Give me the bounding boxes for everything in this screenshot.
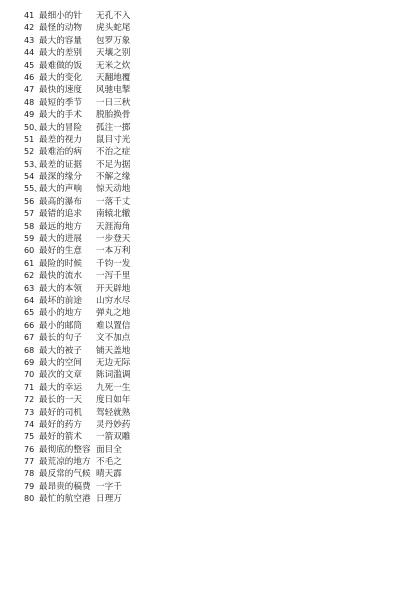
item-clue: 最怪的动物 — [39, 23, 82, 34]
list-item — [0, 431, 400, 443]
item-number: 69 — [24, 357, 35, 367]
item-answer: 面目全 — [96, 444, 122, 455]
item-clue: 最快的速度 — [39, 85, 82, 96]
item-answer: 一日三秋 — [96, 97, 131, 108]
item-number: 56 — [24, 196, 35, 206]
item-number: 54 — [24, 172, 35, 182]
item-clue: 最荒凉的地方 — [39, 457, 91, 468]
item-number: 41 — [24, 11, 35, 20]
list-item — [0, 233, 400, 245]
item-number: 68 — [24, 345, 35, 355]
item-clue: 最难做的饭 — [39, 60, 82, 71]
item-answer: 一泻千里 — [96, 271, 131, 282]
item-number: 46 — [24, 72, 35, 82]
list-item — [0, 122, 400, 134]
item-answer: 惊天动地 — [96, 184, 131, 195]
item-answer: 包罗万象 — [96, 35, 131, 46]
item-answer: 铺天盖地 — [96, 345, 131, 356]
item-clue: 最快的流水 — [39, 271, 82, 282]
item-clue: 最好的司机 — [39, 407, 82, 418]
item-answer: 陈词滥调 — [96, 370, 131, 381]
item-clue: 最彻底的整容 — [39, 444, 91, 455]
item-clue: 最大的本领 — [39, 283, 82, 294]
list-item — [0, 307, 400, 319]
item-clue: 最大的被子 — [39, 345, 82, 356]
item-number: 79 — [24, 481, 35, 491]
item-clue: 最坏的前途 — [39, 295, 82, 306]
list-item — [0, 295, 400, 307]
item-clue: 最高的瀑布 — [39, 196, 82, 207]
item-number: 72 — [24, 395, 35, 405]
item-answer: 晴天霹 — [96, 469, 122, 480]
item-clue: 最细小的针 — [39, 11, 82, 21]
item-answer: 难以置信 — [96, 320, 131, 331]
list-item — [0, 456, 400, 468]
item-number: 42 — [24, 23, 35, 33]
item-number: 43 — [24, 35, 35, 45]
item-clue: 最深的缘分 — [39, 172, 82, 183]
item-number: 48 — [24, 97, 35, 107]
list-item — [0, 320, 400, 332]
item-number: 49 — [24, 110, 35, 120]
item-clue: 最短的季节 — [39, 97, 82, 108]
item-clue: 最大的空间 — [39, 357, 82, 368]
list-item — [0, 196, 400, 208]
list-item — [0, 208, 400, 220]
item-answer: 鼠目寸光 — [96, 134, 131, 145]
list-item — [0, 60, 400, 72]
item-clue: 最错的追求 — [39, 209, 82, 220]
item-number: 60 — [24, 246, 35, 256]
item-clue: 最好的箭术 — [39, 432, 82, 443]
item-clue: 最反常的气候 — [39, 469, 91, 480]
item-answer: 无边无际 — [96, 357, 131, 368]
item-clue: 最大的容量 — [39, 35, 82, 46]
list-item — [0, 221, 400, 233]
list-item — [0, 72, 400, 84]
item-answer: 不治之症 — [96, 147, 131, 158]
item-number: 45 — [24, 60, 35, 70]
item-answer: 孤注一掷 — [96, 122, 131, 133]
item-answer: 天涯海角 — [96, 221, 131, 232]
list-item — [0, 47, 400, 59]
list-item — [0, 159, 400, 171]
item-number: 57 — [24, 209, 35, 219]
item-clue: 最忙的航空港 — [39, 494, 91, 505]
list-item — [0, 171, 400, 183]
item-clue: 最大的变化 — [39, 72, 82, 83]
item-clue: 最大的冒险 — [39, 122, 82, 133]
item-answer: 日理万 — [96, 494, 122, 505]
item-answer: 脱胎换骨 — [96, 110, 131, 121]
list-item — [0, 22, 400, 34]
item-number: 47 — [24, 85, 35, 95]
list-item — [0, 481, 400, 493]
item-number: 74 — [24, 419, 35, 429]
item-answer: 一落千丈 — [96, 196, 131, 207]
item-clue: 最难治的病 — [39, 147, 82, 158]
list-item — [0, 270, 400, 282]
list-item — [0, 183, 400, 195]
item-answer: 千钧一发 — [96, 258, 131, 269]
list-item — [0, 258, 400, 270]
item-number: 55、 — [24, 184, 43, 194]
item-number: 63 — [24, 283, 35, 293]
list-item — [0, 10, 400, 22]
item-clue: 最好的生意 — [39, 246, 82, 257]
item-clue: 最大的差别 — [39, 48, 82, 59]
item-number: 78 — [24, 469, 35, 479]
item-number: 76 — [24, 444, 35, 454]
item-answer: 风驰电掣 — [96, 85, 131, 96]
list-item — [0, 97, 400, 109]
item-number: 75 — [24, 432, 35, 442]
list-item — [0, 332, 400, 344]
item-number: 80 — [24, 494, 35, 504]
item-clue: 最长的一天 — [39, 395, 82, 406]
item-answer: 弹丸之地 — [96, 308, 131, 319]
list-item — [0, 35, 400, 47]
item-answer: 灵丹妙药 — [96, 419, 131, 430]
list-item — [0, 357, 400, 369]
item-answer: 度日如年 — [96, 395, 131, 406]
item-clue: 最昂贵的稿费 — [39, 481, 91, 492]
item-clue: 最小的地方 — [39, 308, 82, 319]
item-clue: 最好的药方 — [39, 419, 82, 430]
item-number: 64 — [24, 295, 35, 305]
item-clue: 最大的手术 — [39, 110, 82, 121]
item-answer: 天壤之别 — [96, 48, 131, 59]
item-number: 52 — [24, 147, 35, 157]
item-answer: 不毛之 — [96, 457, 122, 468]
list-item — [0, 345, 400, 357]
item-answer: 一本万利 — [96, 246, 131, 257]
item-answer: 一字千 — [96, 481, 122, 492]
list-item — [0, 369, 400, 381]
item-number: 70 — [24, 370, 35, 380]
list-item — [0, 109, 400, 121]
list-item — [0, 134, 400, 146]
list-item — [0, 394, 400, 406]
item-number: 61 — [24, 258, 35, 268]
item-answer: 文不加点 — [96, 333, 131, 344]
item-number: 77 — [24, 457, 35, 467]
item-number: 51 — [24, 134, 35, 144]
item-answer: 天翻地覆 — [96, 72, 131, 83]
item-answer: 驾轻就熟 — [96, 407, 131, 418]
item-clue: 最大的声响 — [39, 184, 82, 195]
list-item — [0, 84, 400, 96]
item-answer: 山穷水尽 — [96, 295, 131, 306]
item-answer: 一步登天 — [96, 234, 131, 245]
item-number: 58 — [24, 221, 35, 231]
item-clue: 最次的文章 — [39, 370, 82, 381]
item-number: 65 — [24, 308, 35, 318]
item-answer: 虎头蛇尾 — [96, 23, 131, 34]
item-number: 53、 — [24, 159, 43, 169]
item-clue: 最长的句子 — [39, 333, 82, 344]
item-clue: 最险的时候 — [39, 258, 82, 269]
item-number: 66 — [24, 320, 35, 330]
item-number: 67 — [24, 333, 35, 343]
list-item — [0, 444, 400, 456]
item-clue: 最小的邮筒 — [39, 320, 82, 331]
item-clue: 最差的视力 — [39, 134, 82, 145]
list-item — [0, 468, 400, 480]
item-number: 44 — [24, 48, 35, 58]
item-number: 73 — [24, 407, 35, 417]
list-item — [0, 382, 400, 394]
item-answer: 九死一生 — [96, 382, 131, 393]
item-number: 62 — [24, 271, 35, 281]
item-answer: 不解之缘 — [96, 172, 131, 183]
list-item — [0, 419, 400, 431]
list-item — [0, 407, 400, 419]
item-answer: 无孔不入 — [96, 11, 131, 21]
item-clue: 最差的证据 — [39, 159, 82, 170]
item-answer: 无米之炊 — [96, 60, 131, 71]
item-answer: 开天辟地 — [96, 283, 131, 294]
list-item — [0, 283, 400, 295]
item-clue: 最大的进展 — [39, 234, 82, 245]
item-number: 59 — [24, 234, 35, 244]
item-answer: 不足为据 — [96, 159, 131, 170]
idiom-list — [0, 10, 400, 506]
item-number: 71 — [24, 382, 35, 392]
list-item — [0, 245, 400, 257]
item-clue: 最大的幸运 — [39, 382, 82, 393]
list-item — [0, 146, 400, 158]
item-clue: 最远的地方 — [39, 221, 82, 232]
item-answer: 南辕北辙 — [96, 209, 131, 220]
item-number: 50、 — [24, 122, 43, 132]
list-item — [0, 493, 400, 505]
item-answer: 一箭双雕 — [96, 432, 131, 443]
